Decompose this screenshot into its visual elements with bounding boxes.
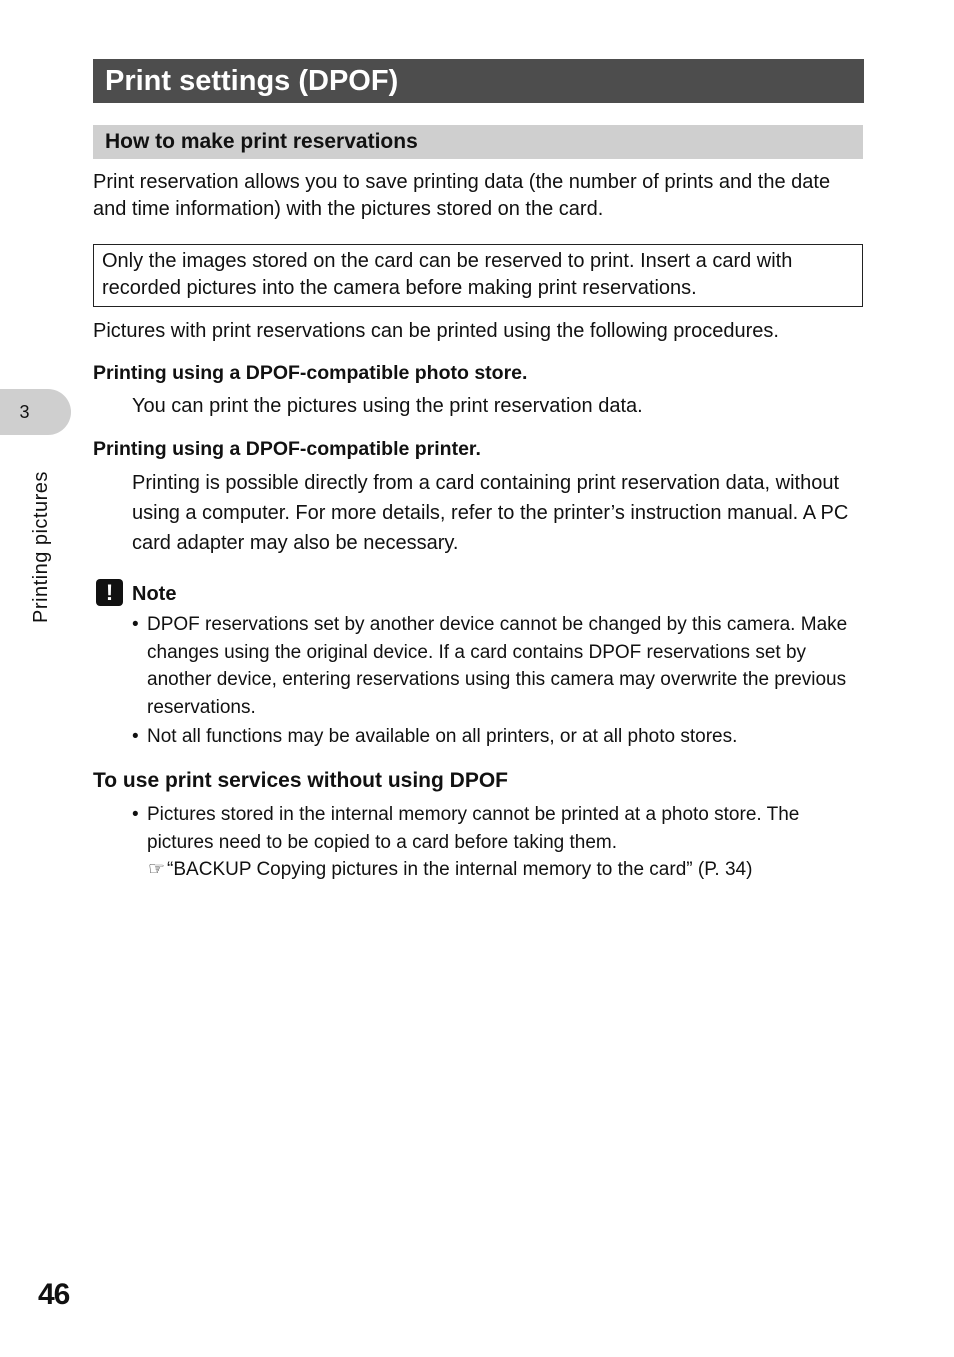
page-reference-text: “BACKUP Copying pictures in the internal memory to the card” (P. 34) — [167, 859, 753, 880]
section-item — [132, 801, 862, 856]
boxed-note: Only the images stored on the card can be reserved to print. Insert a card with recorded pictures into the camera before making print reservations. — [93, 244, 863, 307]
note-item-text: Not all functions may be available on all printers, or at all photo stores. — [147, 726, 738, 747]
section-list — [132, 801, 862, 856]
note-item-text: DPOF reservations set by another device cannot be changed by this camera. Make changes using the original device. If a card contains DPOF reservations set by another device, entering reservations using this camera may overwrite the previous reservations. — [147, 614, 848, 718]
chapter-tab — [0, 389, 71, 435]
bullet-icon: • — [132, 804, 139, 825]
chapter-number: 3 — [19, 402, 30, 422]
bullet-icon: • — [132, 726, 139, 747]
page-number: 46 — [38, 1278, 70, 1311]
section-item-text: Pictures stored in the internal memory cannot be printed at a photo store. The pictures need to be copied to a card before taking them. — [147, 804, 800, 853]
chapter-label: Printing pictures — [30, 471, 52, 623]
note-item — [132, 723, 862, 751]
section-subtitle: How to make print reservations — [93, 125, 863, 159]
procedure-body-printer: Printing is possible directly from a card containing print reservation data, without using a computer. For more details, refer to the printer’s instruction manual. A PC card adapter may also be necessary. — [132, 472, 849, 554]
note-item — [132, 611, 862, 721]
pointing-hand-icon: ☞ — [148, 859, 166, 880]
bullet-icon: • — [132, 614, 139, 635]
procedure-heading-photo-store: Printing using a DPOF-compatible photo store. — [93, 362, 528, 384]
section-heading: To use print services without using DPOF — [93, 769, 508, 792]
note-label: Note — [132, 583, 177, 605]
procedure-body-photo-store: You can print the pictures using the print reservation data. — [132, 395, 643, 417]
procedure-heading-printer: Printing using a DPOF-compatible printer. — [93, 438, 481, 460]
note-list — [132, 611, 862, 751]
intro-paragraph: Print reservation allows you to save printing data (the number of prints and the date and time information) with the pictures stored on the card. — [93, 171, 831, 220]
page-title: Print settings (DPOF) — [93, 59, 864, 103]
page-reference[interactable] — [148, 856, 868, 883]
exclamation-icon: ! — [96, 579, 123, 606]
procedures-intro: Pictures with print reservations can be printed using the following procedures. — [93, 320, 779, 342]
